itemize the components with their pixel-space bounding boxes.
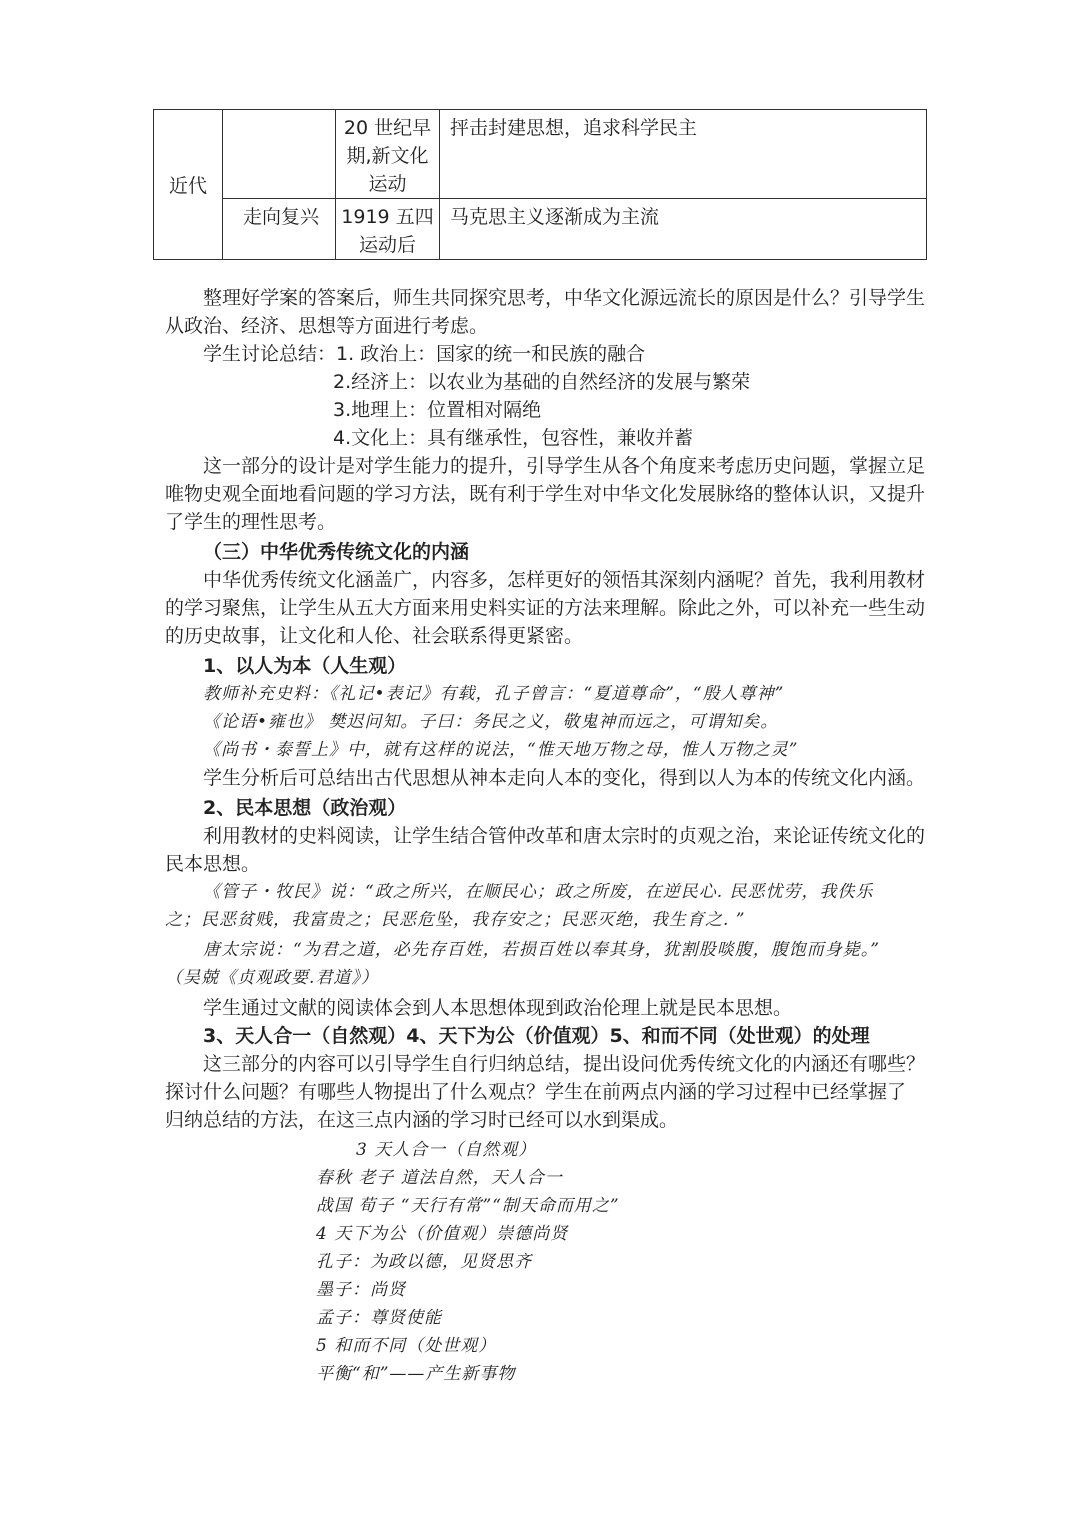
subheading: 3、天人合一（自然观）4、天下为公（价值观）5、和而不同（处世观）的处理 <box>203 1025 870 1047</box>
note-line: 孔子：为政以德，见贤思齐 <box>316 1252 532 1272</box>
paragraph-line: 从政治、经济、思想等方面进行考虑。 <box>165 315 489 337</box>
note-line: 春秋 老子 道法自然，天人合一 <box>316 1168 563 1188</box>
stage-cell: 走向复兴 <box>223 199 336 260</box>
note-line: 战国 荀子 “天行有常”“制天命而用之” <box>316 1196 620 1216</box>
paragraph-line: 中华优秀传统文化涵盖广，内容多，怎样更好的领悟其深刻内涵呢？首先，我利用教材 <box>203 569 926 591</box>
content-cell: 马克思主义逐渐成为主流 <box>440 199 927 260</box>
summary-line: 2.经济上：以农业为基础的自然经济的发展与繁荣 <box>333 371 751 393</box>
quote-line: 《尚书・泰誓上》中，就有这样的说法，“惟天地万物之母，惟人万物之灵” <box>203 740 799 760</box>
history-table <box>153 109 927 260</box>
summary-line: 4.文化上：具有继承性，包容性，兼收并蓄 <box>333 427 694 449</box>
paragraph-line: 的历史故事，让文化和人伦、社会联系得更紧密。 <box>165 625 584 647</box>
section-heading: （三）中华优秀传统文化的内涵 <box>203 541 470 563</box>
paragraph-line: 这三部分的内容可以引导学生自行归纳总结，提出设问优秀传统文化的内涵还有哪些？ <box>203 1053 926 1075</box>
time-cell: 1919 五四 运动后 <box>336 199 440 260</box>
subheading: 2、民本思想（政治观） <box>203 797 407 819</box>
quote-line: （吴兢《贞观政要.君道》） <box>165 968 379 988</box>
paragraph-line: 的学习聚焦，让学生从五大方面来用史料实证的方法来理解。除此之外，可以补充一些生动 <box>165 597 926 619</box>
quote-line: 《管子・牧民》说：“政之所兴，在顺民心；政之所废，在逆民心. 民恶忧劳，我佚乐 <box>203 882 874 902</box>
paragraph-line: 这一部分的设计是对学生能力的提升，引导学生从各个角度来考虑历史问题，掌握立足 <box>203 455 926 477</box>
quote-line: 之；民恶贫贱，我富贵之；民恶危坠，我存安之；民恶灭绝，我生育之. ” <box>165 910 746 930</box>
paragraph-line: 唯物史观全面地看问题的学习方法，既有利于学生对中华文化发展脉络的整体认识，又提升 <box>165 483 926 505</box>
note-line: 平衡“和”——产生新事物 <box>316 1364 516 1384</box>
table-row <box>154 199 927 260</box>
quote-line: 《论语•雍也》 樊迟问知。子曰：务民之义，敬鬼神而远之，可谓知矣。 <box>203 712 779 732</box>
content-cell: 抨击封建思想，追求科学民主 <box>440 110 927 199</box>
note-line: 墨子：尚贤 <box>316 1280 406 1300</box>
quote-line: 教师补充史料：《礼记•表记》有载，孔子曾言：“夏道尊命”，“殷人尊神” <box>203 684 785 704</box>
paragraph-line: 归纳总结的方法，在这三点内涵的学习时已经可以水到渠成。 <box>165 1109 679 1131</box>
quote-line: 唐太宗说：“为君之道，必先存百姓，若损百姓以奉其身，犹割股啖腹，腹饱而身毙。” <box>203 940 880 960</box>
paragraph-line: 了学生的理性思考。 <box>165 511 337 533</box>
paragraph-line: 民本思想。 <box>165 853 261 875</box>
note-line: 3 天人合一（自然观） <box>356 1140 537 1160</box>
note-line: 5 和而不同（处世观） <box>316 1336 497 1356</box>
paragraph-line: 利用教材的史料阅读，让学生结合管仲改革和唐太宗时的贞观之治，来论证传统文化的 <box>203 825 926 847</box>
summary-line: 3.地理上：位置相对隔绝 <box>333 399 542 421</box>
time-cell: 20 世纪早 期,新文化 运动 <box>336 110 440 199</box>
summary-line: 学生讨论总结：1. 政治上：国家的统一和民族的融合 <box>203 343 646 365</box>
paragraph-line: 探讨什么问题？有哪些人物提出了什么观点？学生在前两点内涵的学习过程中已经掌握了 <box>165 1081 907 1103</box>
era-cell: 近代 <box>154 110 223 260</box>
table-row <box>154 110 927 199</box>
subheading: 1、以人为本（人生观） <box>203 655 407 677</box>
note-line: 4 天下为公（价值观）崇德尚贤 <box>316 1224 569 1244</box>
stage-cell <box>223 110 336 199</box>
note-line: 孟子：尊贤使能 <box>316 1308 442 1328</box>
paragraph-line: 学生通过文献的阅读体会到人本思想体现到政治伦理上就是民本思想。 <box>203 997 793 1019</box>
paragraph-line: 整理好学案的答案后，师生共同探究思考，中华文化源远流长的原因是什么？引导学生 <box>203 287 926 309</box>
paragraph-line: 学生分析后可总结出古代思想从神本走向人本的变化，得到以人为本的传统文化内涵。 <box>203 767 926 789</box>
